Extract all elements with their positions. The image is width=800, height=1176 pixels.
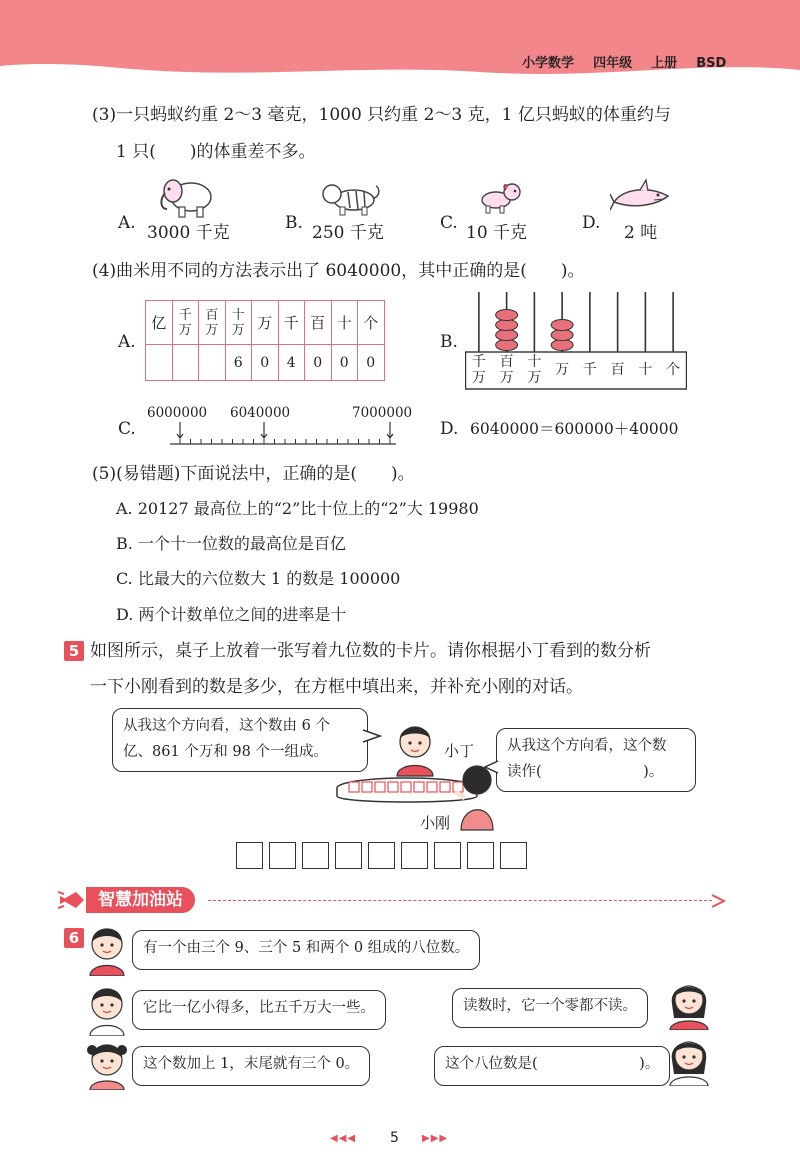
header-info [522, 52, 726, 71]
q3-option-c-text: 10 千克 [466, 223, 528, 243]
number-line-label-1: 6000000 [147, 405, 208, 421]
section-title: 智慧加油站 [86, 887, 195, 913]
answer-digit-box[interactable] [368, 842, 395, 869]
arrow-icon [710, 893, 726, 909]
bubble-text[interactable]: 读作( )。 [507, 764, 664, 780]
pv-cell [146, 345, 173, 381]
statement-1-text: 有一个由三个 9、三个 5 和两个 0 组成的八位数。 [143, 940, 470, 956]
statement-3 [132, 1046, 370, 1086]
q3-line2: 1 只( )的体重差不多。 [116, 142, 316, 162]
pv-header: 百 [305, 301, 332, 345]
pv-cell: 6 [225, 345, 252, 381]
pv-cell [172, 345, 199, 381]
number-line-arrow [177, 422, 183, 438]
abacus-place-label: 百 [610, 362, 625, 378]
problem-5-badge: 5 [64, 641, 84, 661]
q5-option-c[interactable]: C. 比最大的六位数大 1 的数是 100000 [116, 569, 401, 588]
answer-digit-box[interactable] [302, 842, 329, 869]
abacus-place-label: 个 [666, 362, 681, 378]
pv-cell: 0 [331, 345, 358, 381]
bubble-text: 从我这个方向看，这个数由 6 个 [123, 718, 330, 734]
q3-option-d-letter[interactable]: D. [582, 213, 601, 233]
statement-2 [132, 990, 386, 1030]
q4-option-b-letter[interactable]: B. [440, 332, 458, 352]
number-line-label-3: 7000000 [352, 405, 413, 421]
abacus-bead [496, 310, 518, 321]
abacus-place-label: 百 万 [499, 354, 514, 386]
bubble-text: 从我这个方向看，这个数 [507, 738, 667, 754]
abacus-place-label: 十 万 [527, 354, 542, 386]
p5-line2: 一下小刚看到的数是多少，在方框中填出来，并补充小刚的对话。 [90, 677, 583, 697]
abacus-place-label: 十 [638, 362, 653, 378]
abacus-bead [496, 320, 518, 331]
elephant-icon [155, 175, 223, 219]
q3-option-a-text: 3000 千克 [147, 223, 230, 243]
answer-boxes [236, 842, 536, 872]
page-number: 5 [390, 1130, 399, 1146]
answer-digit-box[interactable] [500, 842, 527, 869]
answer-digit-box[interactable] [401, 842, 428, 869]
label-xiaoding: 小丁 [444, 742, 475, 760]
statement-1 [132, 930, 480, 970]
shark-icon [610, 178, 674, 218]
header-volume: 上册 [651, 56, 678, 71]
abacus-bead [551, 320, 573, 331]
answer-digit-box[interactable] [467, 842, 494, 869]
number-line [170, 420, 400, 450]
dog-icon [474, 180, 524, 214]
q5-option-a[interactable]: A. 20127 最高位上的“2”比十位上的“2”大 19980 [116, 499, 479, 518]
answer-digit-box[interactable] [335, 842, 362, 869]
q4-option-d-text: 6040000＝600000＋40000 [470, 420, 679, 438]
pv-cell: 0 [252, 345, 279, 381]
q4-option-a-letter[interactable]: A. [118, 332, 136, 352]
q5-option-d[interactable]: D. 两个计数单位之间的进率是十 [116, 605, 347, 624]
p5-line1: 如图所示，桌子上放着一张写着九位数的卡片。请你根据小丁看到的数分析 [90, 641, 651, 661]
header-grade: 四年级 [593, 56, 633, 71]
footer-left-arrows: ◀◀◀ [330, 1133, 357, 1144]
girl-avatar-2 [664, 974, 714, 1030]
boy-avatar-1 [84, 922, 130, 976]
q3-option-b-letter[interactable]: B. [285, 213, 303, 233]
q3-option-c-letter[interactable]: C. [440, 213, 458, 233]
q3-option-b-text: 250 千克 [312, 223, 384, 243]
label-xiaogang: 小刚 [420, 814, 451, 832]
answer-digit-box[interactable] [434, 842, 461, 869]
q4-place-value-table [145, 300, 385, 381]
pv-header: 百 万 [199, 301, 226, 345]
girl-avatar-3 [664, 1030, 714, 1086]
pv-header: 十 万 [225, 301, 252, 345]
pv-header: 个 [358, 301, 385, 345]
pv-header: 亿 [146, 301, 173, 345]
abacus-place-label: 千 [582, 362, 597, 378]
q5-stem: (5)(易错题)下面说法中，正确的是( )。 [92, 464, 415, 484]
q4-option-c-letter[interactable]: C. [118, 419, 136, 439]
pv-header: 千 [278, 301, 305, 345]
speech-bubble-xiaoding [112, 708, 368, 772]
statement-3-text: 这个数加上 1，末尾就有三个 0。 [143, 1056, 360, 1072]
statement-2-text: 它比一亿小得多，比五千万大一些。 [143, 1000, 375, 1016]
pv-cell: 0 [305, 345, 332, 381]
header-course: 小学数学 [522, 56, 575, 71]
q4-option-d-letter[interactable]: D. [440, 419, 459, 439]
q3-option-d-text: 2 吨 [624, 223, 658, 243]
pv-cell: 4 [278, 345, 305, 381]
answer-digit-box[interactable] [236, 842, 263, 869]
abacus-place-label: 万 [555, 362, 570, 378]
pv-header: 十 [331, 301, 358, 345]
number-line-arrow [261, 422, 267, 438]
statement-5 [434, 1046, 670, 1086]
q5-option-b[interactable]: B. 一个十一位数的最高位是百亿 [116, 534, 346, 553]
boy-avatar-2 [84, 982, 130, 1036]
table-scene [335, 718, 495, 838]
abacus-bead [496, 340, 518, 351]
abacus-bead [551, 340, 573, 351]
pv-header: 万 [252, 301, 279, 345]
pv-cell: 0 [358, 345, 385, 381]
answer-digit-box[interactable] [269, 842, 296, 869]
abacus-bead [551, 330, 573, 341]
pv-cell [199, 345, 226, 381]
speech-bubble-xiaogang [496, 728, 696, 792]
tiger-icon [318, 178, 382, 218]
pv-header: 千 万 [172, 301, 199, 345]
bubble-text: 亿、861 个万和 98 个一组成。 [123, 744, 328, 760]
q4-stem: (4)曲米用不同的方法表示出了 6040000，其中正确的是( )。 [92, 261, 585, 281]
abacus-bead [496, 330, 518, 341]
rocket-icon [58, 886, 88, 914]
header-edition: BSD [696, 56, 727, 71]
abacus-place-label: 千 万 [471, 354, 486, 386]
footer-right-arrows: ▶▶▶ [422, 1133, 449, 1144]
girl-avatar-1 [84, 1036, 130, 1090]
section-banner [58, 884, 728, 918]
abacus-labels [465, 352, 687, 388]
statement-4 [452, 988, 648, 1028]
q3-option-a-letter[interactable]: A. [118, 213, 136, 233]
statement-4-text: 读数时，它一个零都不读。 [463, 998, 637, 1014]
q3-line1: (3)一只蚂蚁约重 2～3 毫克，1000 只约重 2～3 克，1 亿只蚂蚁的体重约与 [92, 105, 671, 125]
statement-5-text[interactable]: 这个八位数是( )。 [445, 1056, 660, 1072]
number-line-label-2: 6040000 [230, 405, 291, 421]
section-divider [208, 900, 712, 901]
problem-6-badge: 6 [64, 928, 84, 948]
number-line-arrow [387, 422, 393, 438]
